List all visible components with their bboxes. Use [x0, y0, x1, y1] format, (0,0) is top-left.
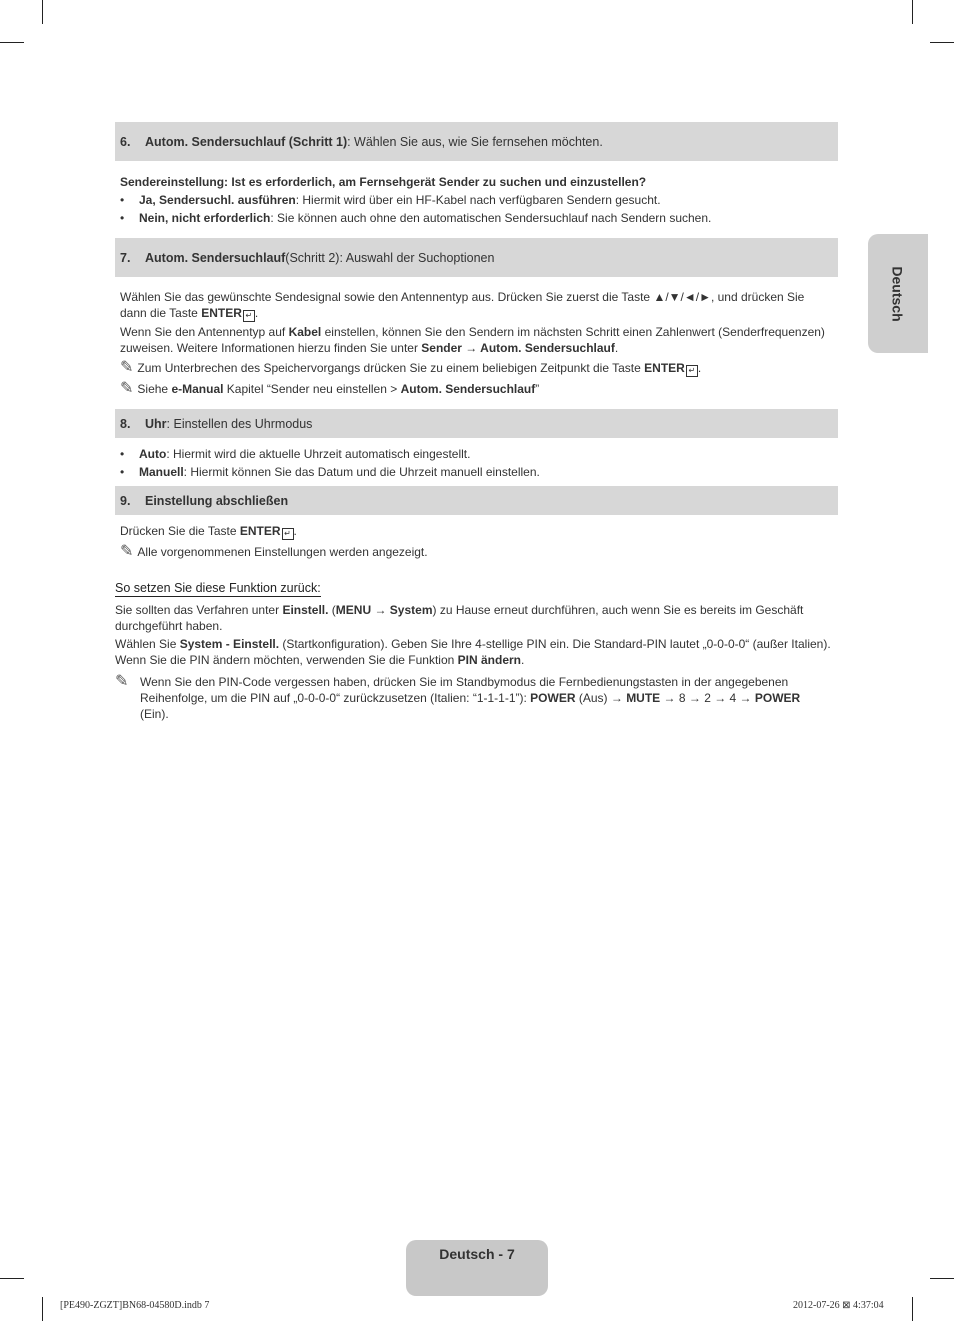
print-timestamp: 2012-07-26 ⊠ 4:37:04 — [793, 1300, 884, 1311]
crop-mark — [0, 1278, 24, 1279]
item-text: : Hiermit können Sie das Datum und die Uhrzeit manuell einstellen. — [183, 465, 540, 479]
language-side-tab-label: Deutsch — [889, 265, 906, 322]
item-text: : Hiermit wird über ein HF-Kabel nach verfügbaren Sendern gesucht. — [295, 193, 661, 207]
note-pencil-icon: ✎ — [120, 359, 134, 376]
step-9-paragraph — [120, 523, 428, 560]
step-number: 6. — [120, 134, 131, 149]
step-7-bar — [115, 238, 838, 277]
step-7-paragraph — [120, 289, 825, 397]
step-title: Autom. Sendersuchlauf — [145, 250, 286, 265]
item-label: Auto — [139, 447, 167, 461]
enter-icon: ↵ — [282, 528, 294, 540]
paragraph-line: dann die Taste ENTER ↵ . — [120, 306, 259, 320]
page-number-tab — [406, 1240, 548, 1296]
crop-mark — [930, 1278, 954, 1279]
paragraph-line: Wenn Sie den Antennentyp auf Kabel einstellen, können Sie den Sendern im nächsten Schritt einen Zahlenwert (Senderfrequenzen) — [120, 325, 825, 339]
item-label: Manuell — [139, 465, 184, 479]
note-line: ✎ Siehe e-Manual Kapitel “Sender neu einstellen > Autom. Sendersuchlauf” — [120, 380, 540, 397]
crop-mark — [42, 1297, 43, 1321]
item-text: : Sie können auch ohne den automatischen Sendersuchlauf nach Sendern suchen. — [270, 211, 712, 225]
item-label: Ja, Sendersuchl. ausführen — [139, 193, 296, 207]
note-line: ✎ Alle vorgenommenen Einstellungen werden angezeigt. — [120, 543, 428, 560]
crop-mark — [0, 42, 24, 43]
step-6-bar — [115, 122, 838, 161]
note-pencil-icon: ✎ — [120, 543, 134, 560]
crop-mark — [42, 0, 43, 24]
question-text — [120, 174, 646, 190]
step-8-bar — [115, 409, 838, 438]
note-line: Wenn Sie den PIN-Code vergessen haben, drücken Sie im Standbymodus die Fernbedienungstasten in der angegebenen — [140, 675, 789, 689]
step-desc: : Wählen Sie aus, wie Sie fernsehen möchten. — [347, 134, 603, 149]
enter-icon: ↵ — [686, 365, 698, 377]
enter-key-label: ENTER — [201, 306, 242, 320]
page-number: Deutsch - 7 — [439, 1246, 515, 1262]
paragraph-line: zuweisen. Weitere Informationen hierzu finden Sie unter Sender → Autom. Sendersuchlauf. — [120, 341, 619, 355]
step-title: Autom. Sendersuchlauf (Schritt 1) — [145, 134, 348, 149]
crop-mark — [912, 1297, 913, 1321]
item-label: Nein, nicht erforderlich — [139, 211, 271, 225]
crop-mark — [912, 0, 913, 24]
reset-note — [115, 674, 800, 722]
step-desc: : Einstellen des Uhrmodus — [166, 416, 313, 431]
print-filename: [PE490-ZGZT]BN68-04580D.indb 7 — [60, 1300, 210, 1311]
enter-icon: ↵ — [243, 310, 255, 322]
paragraph-line: Drücken Sie die Taste ENTER ↵ . — [120, 524, 297, 538]
note-line: ✎ Zum Unterbrechen des Speichervorgangs drücken Sie zu einem beliebigen Zeitpunkt die Taste ENTER ↵ . — [120, 359, 702, 376]
note-pencil-icon: ✎ — [115, 673, 129, 690]
paragraph-line: Wählen Sie das gewünschte Sendesignal sowie den Antennentyp aus. Drücken Sie zuerst die Taste ▲/▼/◄/►, und drücken Sie — [120, 290, 805, 304]
step-number: 9. — [120, 493, 131, 508]
step-desc: (Schritt 2): Auswahl der Suchoptionen — [285, 250, 495, 265]
note-line: Reihenfolge, um die PIN auf „0-0-0-0“ zurückzusetzen (Italien: “1-1-1-1”): POWER (Aus) → MUTE → 8 → 2 → 4 → POWER — [140, 691, 801, 705]
step-number: 8. — [120, 416, 131, 431]
step-title: Uhr — [145, 416, 167, 431]
step-number: 7. — [120, 250, 131, 265]
step-title: Einstellung abschließen — [145, 493, 289, 508]
question-bold: Sendereinstellung: Ist es erforderlich, am Fernsehgerät Sender zu suchen und einzustellen? — [120, 175, 647, 189]
reset-paragraph — [115, 602, 831, 668]
reset-heading: So setzen Sie diese Funktion zurück: — [115, 581, 321, 595]
item-text: : Hiermit wird die aktuelle Uhrzeit automatisch eingestellt. — [166, 447, 471, 461]
crop-mark — [930, 42, 954, 43]
note-pencil-icon: ✎ — [120, 380, 134, 397]
paragraph-line: durchgeführt haben. — [115, 619, 223, 633]
paragraph-line: Wählen Sie System - Einstell. (Startkonfiguration). Geben Sie Ihre 4-stellige PIN ein. Die Standard-PIN lautet „0-0-0-0“ (außer Italien). — [115, 637, 831, 651]
paragraph-line: Sie sollten das Verfahren unter Einstell. (MENU → System) zu Hause erneut durchführen, auch wenn Sie es bereits im Geschäft — [115, 603, 804, 617]
language-side-tab — [868, 234, 928, 353]
step-9-bar — [115, 486, 838, 515]
note-line: (Ein). — [140, 707, 169, 721]
paragraph-line: Wenn Sie die PIN ändern möchten, verwenden Sie die Funktion PIN ändern. — [115, 653, 525, 667]
